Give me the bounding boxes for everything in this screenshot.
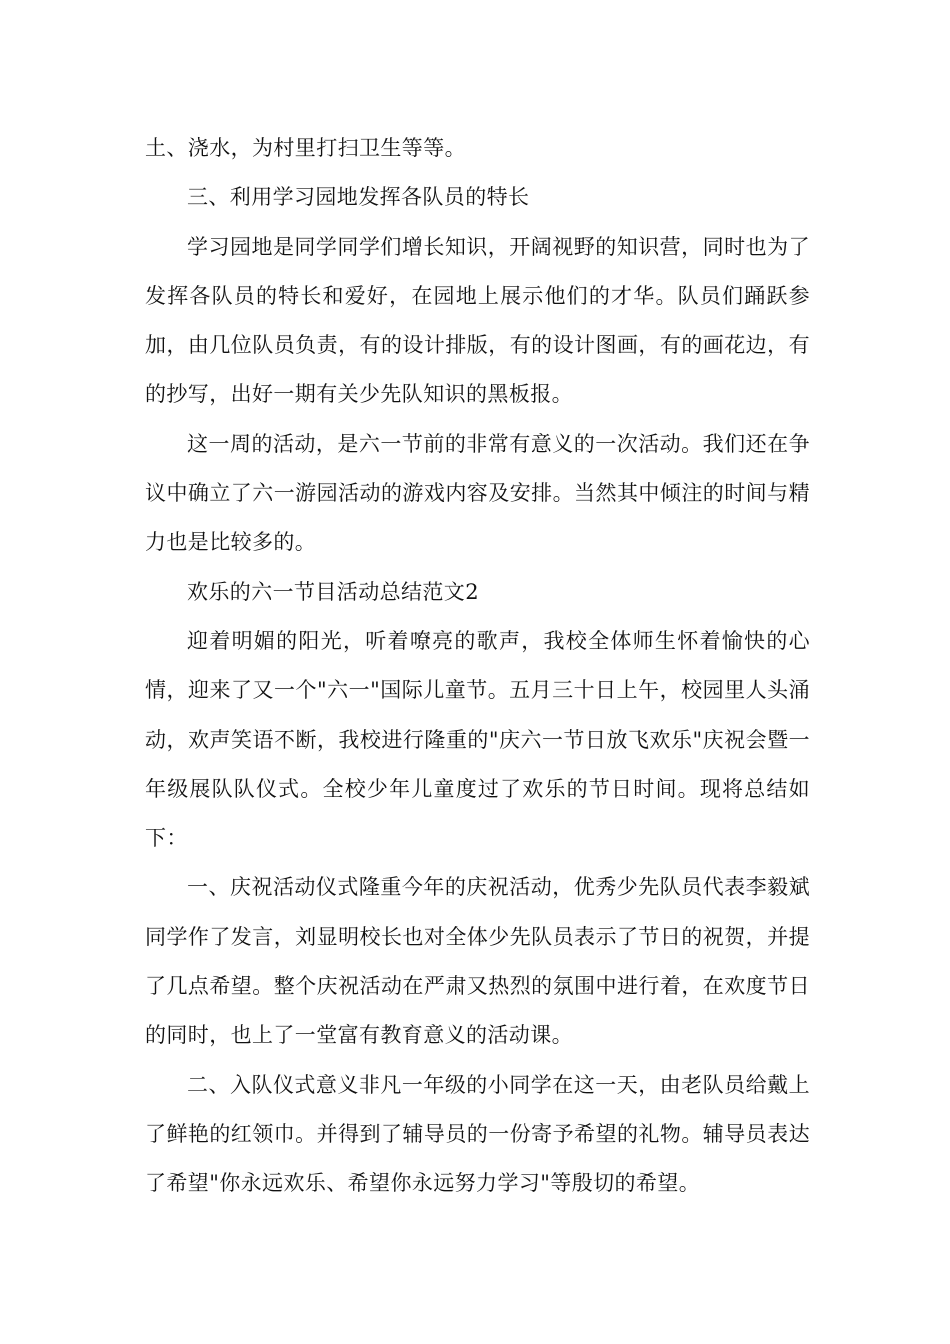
paragraph: 迎着明媚的阳光，听着嘹亮的歌声，我校全体师生怀着愉快的心情，迎来了又一个"六一"国际儿童节。五月三十日上午，校园里人头涌动，欢声笑语不断，我校进行隆重的"庆六一节日放飞欢乐"庆祝会暨一年级展队队仪式。全校少年儿童度过了欢乐的节日时间。现将总结如下： [145,628,810,851]
paragraph-continued: 土、浇水，为村里打扫卫生等等。 [145,136,466,160]
paragraph: 这一周的活动，是六一节前的非常有意义的一次活动。我们还在争议中确立了六一游园活动的游戏内容及安排。当然其中倾注的时间与精力也是比较多的。 [145,431,810,555]
section-paragraph-2: 二、入队仪式意义非凡一年级的小同学在这一天，由老队员给戴上了鲜艳的红领巾。并得到了辅导员的一份寄予希望的礼物。辅导员表达了希望"你永远欢乐、希望你永远努力学习"等殷切的希望。 [145,1072,810,1196]
section-heading-3: 三、利用学习园地发挥各队员的特长 [187,185,530,210]
section-paragraph-1: 一、庆祝活动仪式隆重今年的庆祝活动，优秀少先队员代表李毅斌同学作了发言，刘显明校长也对全体少先队员表示了节日的祝贺，并提了几点希望。整个庆祝活动在严肃又热烈的氛围中进行着，在欢度节日的同时，也上了一堂富有教育意义的活动课。 [145,875,810,1048]
paragraph: 学习园地是同学同学们增长知识，开阔视野的知识营，同时也为了发挥各队员的特长和爱好，在园地上展示他们的才华。队员们踊跃参加，由几位队员负责，有的设计排版，有的设计图画，有的画花边，有的抄写，出好一期有关少先队知识的黑板报。 [145,234,810,407]
document-body [145,124,810,1209]
article-title-2: 欢乐的六一节目活动总结范文2 [187,579,479,604]
